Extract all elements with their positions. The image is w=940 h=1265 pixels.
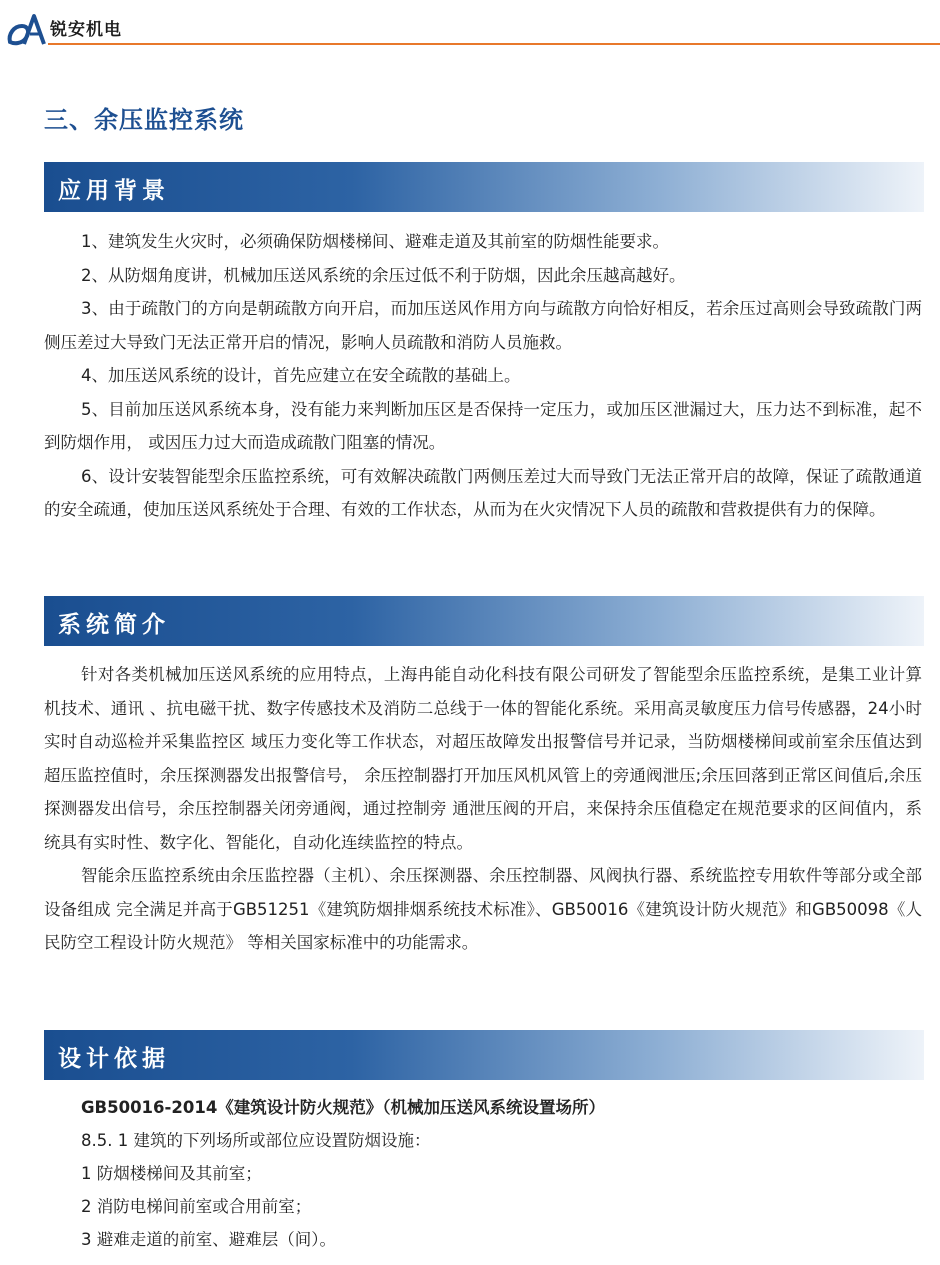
paragraph: 1、建筑发生火灾时，必须确保防烟楼梯间、避难走道及其前室的防烟性能要求。 bbox=[81, 232, 669, 251]
paragraph: 4、加压送风系统的设计，首先应建立在安全疏散的基础上。 bbox=[81, 366, 521, 385]
page-header bbox=[0, 0, 940, 46]
page-title: 三、余压监控系统 bbox=[44, 106, 244, 134]
header-divider bbox=[48, 43, 940, 45]
company-logo-icon bbox=[6, 12, 46, 48]
section-banner-background bbox=[44, 162, 924, 212]
brand-name: 锐安机电 bbox=[50, 20, 122, 40]
standard-title: GB50016-2014《建筑设计防火规范》（机械加压送风系统设置场所） bbox=[81, 1098, 606, 1117]
paragraph: 智能余压监控系统由余压监控器（主机）、余压探测器、余压控制器、风阀执行器、系统监控专用软件等部分或全部设备组成 完全满足并高于GB51251《建筑防烟排烟系统技术标准》、GB50016《建筑设计防火规范》和GB50098《人民防空工程设计防火规范》 等相关国家标准中的功能需求。 bbox=[44, 866, 922, 952]
basis-text bbox=[81, 1091, 921, 1256]
section-banner-intro bbox=[44, 596, 924, 646]
section-heading: 设计依据 bbox=[58, 1046, 170, 1072]
section-heading: 系统简介 bbox=[58, 612, 170, 638]
list-item: 2 消防电梯间前室或合用前室； bbox=[81, 1197, 312, 1216]
intro-text bbox=[44, 658, 922, 960]
paragraph: 针对各类机械加压送风系统的应用特点，上海冉能自动化科技有限公司研发了智能型余压监控系统，是集工业计算机技术、通讯 、抗电磁干扰、数字传感技术及消防二总线于一体的智能化系统。采用高灵敏度压力信号传感器，24小时实时自动巡检并采集监控区 域压力变化等工作状态，对超压故障发出报警信号并记录，当防烟楼梯间或前室余压值达到超压监控值时，余压探测器发出报警信号， 余压控制器打开加压风机风管上的旁通阀泄压;余压回落到正常区间值后,余压探测器发出信号，余压控制器关闭旁通阀，通过控制旁 通泄压阀的开启，来保持余压值稳定在规范要求的区间值内，系统具有实时性、数字化、智能化，自动化连续监控的特点。 bbox=[44, 665, 922, 852]
background-text bbox=[44, 225, 922, 527]
paragraph: 6、设计安装智能型余压监控系统，可有效解决疏散门两侧压差过大而导致门无法正常开启的故障，保证了疏散通道的安全疏通，使加压送风系统处于合理、有效的工作状态，从而为在火灾情况下人员的疏散和营救提供有力的保障。 bbox=[44, 466, 922, 519]
section-banner-basis bbox=[44, 1030, 924, 1080]
paragraph: 3、由于疏散门的方向是朝疏散方向开启，而加压送风作用方向与疏散方向恰好相反，若余压过高则会导致疏散门两侧压差过大导致门无法正常开启的情况，影响人员疏散和消防人员施救。 bbox=[44, 299, 922, 352]
clause-text: 8.5. 1 建筑的下列场所或部位应设置防烟设施： bbox=[81, 1131, 431, 1150]
paragraph: 2、从防烟角度讲，机械加压送风系统的余压过低不利于防烟，因此余压越高越好。 bbox=[81, 265, 686, 285]
list-item: 3 避难走道的前室、避难层（间）。 bbox=[81, 1230, 336, 1249]
list-item: 1 防烟楼梯间及其前室； bbox=[81, 1164, 262, 1183]
paragraph: 5、目前加压送风系统本身，没有能力来判断加压区是否保持一定压力，或加压区泄漏过大，压力达不到标准，起不到防烟作用， 或因压力过大而造成疏散门阻塞的情况。 bbox=[44, 399, 922, 452]
section-heading: 应用背景 bbox=[58, 178, 170, 204]
